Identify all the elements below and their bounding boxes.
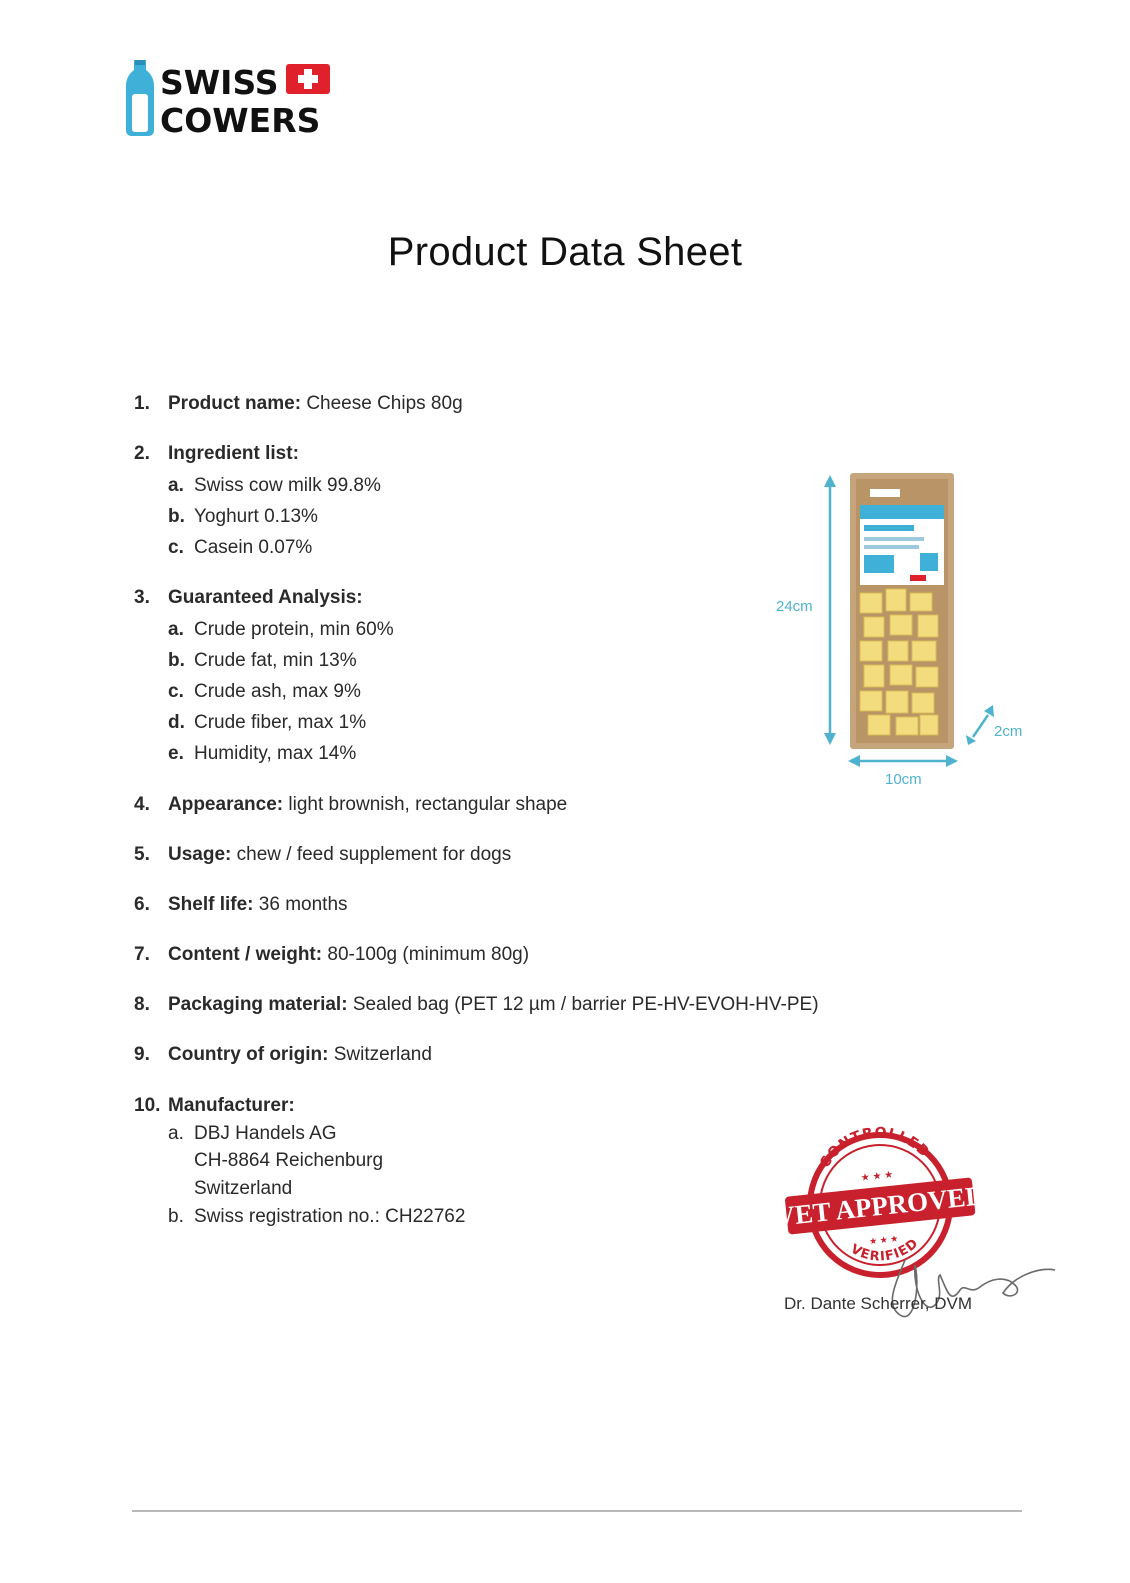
item-value: Cheese Chips 80g — [306, 393, 463, 414]
spec-item-shelf-life: 6. Shelf life: 36 months — [134, 894, 348, 915]
height-dimension-label: 24cm — [776, 598, 813, 615]
spec-item-ingredient-list — [134, 440, 299, 468]
spec-item-product-name — [134, 390, 463, 418]
spec-item-manufacturer: 10. Manufacturer: — [134, 1095, 295, 1116]
manufacturer-address-line: CH-8864 Reichenburg — [194, 1150, 384, 1171]
item-value: chew / feed supplement for dogs — [236, 844, 512, 865]
logo-line1: SWISS — [160, 63, 279, 102]
width-dimension-label: 10cm — [885, 771, 922, 788]
svg-text:★ ★ ★: ★ ★ ★ — [860, 1169, 894, 1184]
spec-item-content-weight: 7. Content / weight: 80-100g (minimum 80g) — [134, 944, 530, 965]
logo-line2: COWERS — [160, 101, 321, 138]
ingredient-sub-item: b. Yoghurt 0.13% — [168, 506, 318, 527]
item-value: 36 months — [258, 894, 348, 915]
item-value: Sealed bag (PET 12 µm / barrier PE-HV-EVOH-HV-PE) — [352, 994, 819, 1015]
ingredient-sub-item: a. Swiss cow milk 99.8% — [168, 475, 381, 496]
analysis-sub-item: a. Crude protein, min 60% — [168, 619, 394, 640]
spec-item-usage: 5. Usage: chew / feed supplement for dogs — [134, 844, 512, 865]
analysis-sub-item: e. Humidity, max 14% — [168, 743, 357, 764]
analysis-sub-item: d. Crude fiber, max 1% — [168, 712, 367, 733]
page-title: Product Data Sheet — [387, 230, 743, 274]
footer-divider — [132, 1510, 1022, 1512]
svg-text:★ ★ ★: ★ ★ ★ — [868, 1233, 899, 1247]
spec-item-country-of-origin: 9. Country of origin: Switzerland — [134, 1044, 432, 1065]
ingredient-sub-item: c. Casein 0.07% — [168, 537, 313, 558]
stamp-center-text: VET APPROVED — [780, 1180, 980, 1232]
swiss-cowers-logo — [126, 58, 341, 138]
manufacturer-address-line: Switzerland — [194, 1178, 293, 1199]
item-number: 1. — [134, 393, 150, 414]
product-package-image — [760, 465, 1050, 805]
manufacturer-registration: b. Swiss registration no.: CH22762 — [168, 1206, 466, 1227]
item-label: Guaranteed Analysis: — [168, 587, 363, 608]
stamp-bottom-text: VERIFIED — [847, 1235, 922, 1265]
spec-item-appearance: 4. Appearance: light brownish, rectangular shape — [134, 794, 568, 815]
svg-text:CONTROLLED — [814, 1125, 934, 1172]
item-label: Product name: — [168, 393, 302, 414]
item-number: 3. — [134, 587, 150, 608]
analysis-sub-item: b. Crude fat, min 13% — [168, 650, 357, 671]
item-value: 80-100g (minimum 80g) — [327, 944, 530, 965]
stamp-top-text: CONTROLLED — [816, 1125, 933, 1171]
signer-name: Dr. Dante Scherrer, DVM — [784, 1294, 973, 1313]
spec-item-guaranteed-analysis — [134, 584, 363, 612]
item-number: 2. — [134, 443, 150, 464]
manufacturer-address: a. DBJ Handels AG — [168, 1123, 337, 1144]
spec-item-packaging-material: 8. Packaging material: Sealed bag (PET 12 µm / barrier PE-HV-EVOH-HV-PE) — [134, 994, 819, 1015]
item-value: light brownish, rectangular shape — [288, 794, 568, 815]
signature — [865, 1245, 1065, 1330]
depth-dimension-label: 2cm — [994, 723, 1023, 740]
item-label: Ingredient list: — [168, 443, 299, 464]
analysis-sub-item: c. Crude ash, max 9% — [168, 681, 361, 702]
item-value: Switzerland — [333, 1044, 432, 1065]
